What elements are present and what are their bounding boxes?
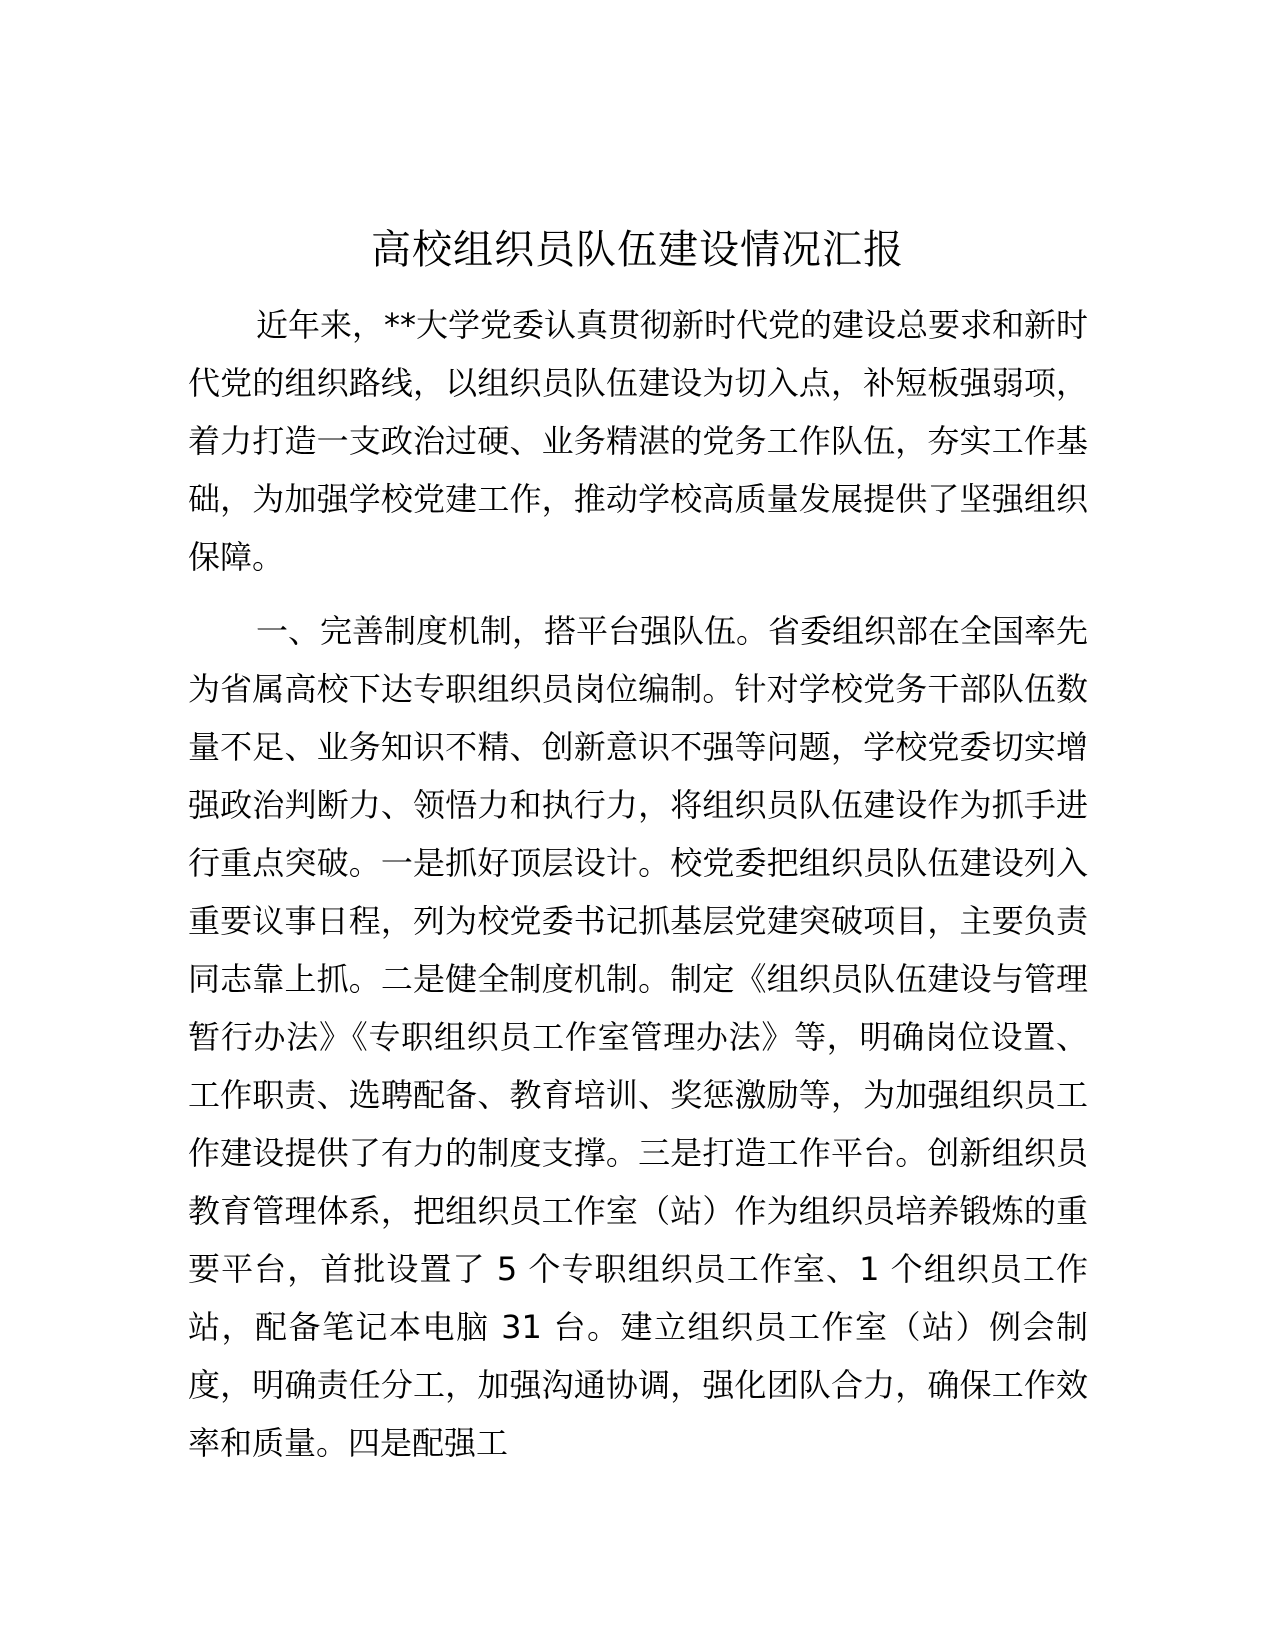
document-body [188,296,1088,1472]
paragraph-intro: 近年来，**大学党委认真贯彻新时代党的建设总要求和新时代党的组织路线，以组织员队伍建设为切入点，补短板强弱项，着力打造一支政治过硬、业务精湛的党务工作队伍，夯实工作基础，为加强学校党建工作，推动学校高质量发展提供了坚强组织保障。 [188,306,1089,576]
paragraph-section-one: 一、完善制度机制，搭平台强队伍。省委组织部在全国率先为省属高校下达专职组织员岗位编制。针对学校党务干部队伍数量不足、业务知识不精、创新意识不强等问题，学校党委切实增强政治判断力、领悟力和执行力，将组织员队伍建设作为抓手进行重点突破。一是抓好顶层设计。校党委把组织员队伍建设列入重要议事日程，列为校党委书记抓基层党建突破项目，主要负责同志靠上抓。二是健全制度机制。制定《组织员队伍建设与管理暂行办法》《专职组织员工作室管理办法》等，明确岗位设置、工作职责、选聘配备、教育培训、奖惩激励等，为加强组织员工作建设提供了有力的制度支撑。三是打造工作平台。创新组织员教育管理体系，把组织员工作室（站）作为组织员培养锻炼的重要平台，首批设置了 5 个专职组织员工作室、1 个组织员工作站，配备笔记本电脑 31 台。建立组织员工作室（站）例会制度，明确责任分工，加强沟通协调，强化团队合力，确保工作效率和质量。四是配强工 [188,612,1089,1462]
document-title: 高校组织员队伍建设情况汇报 [371,227,904,273]
